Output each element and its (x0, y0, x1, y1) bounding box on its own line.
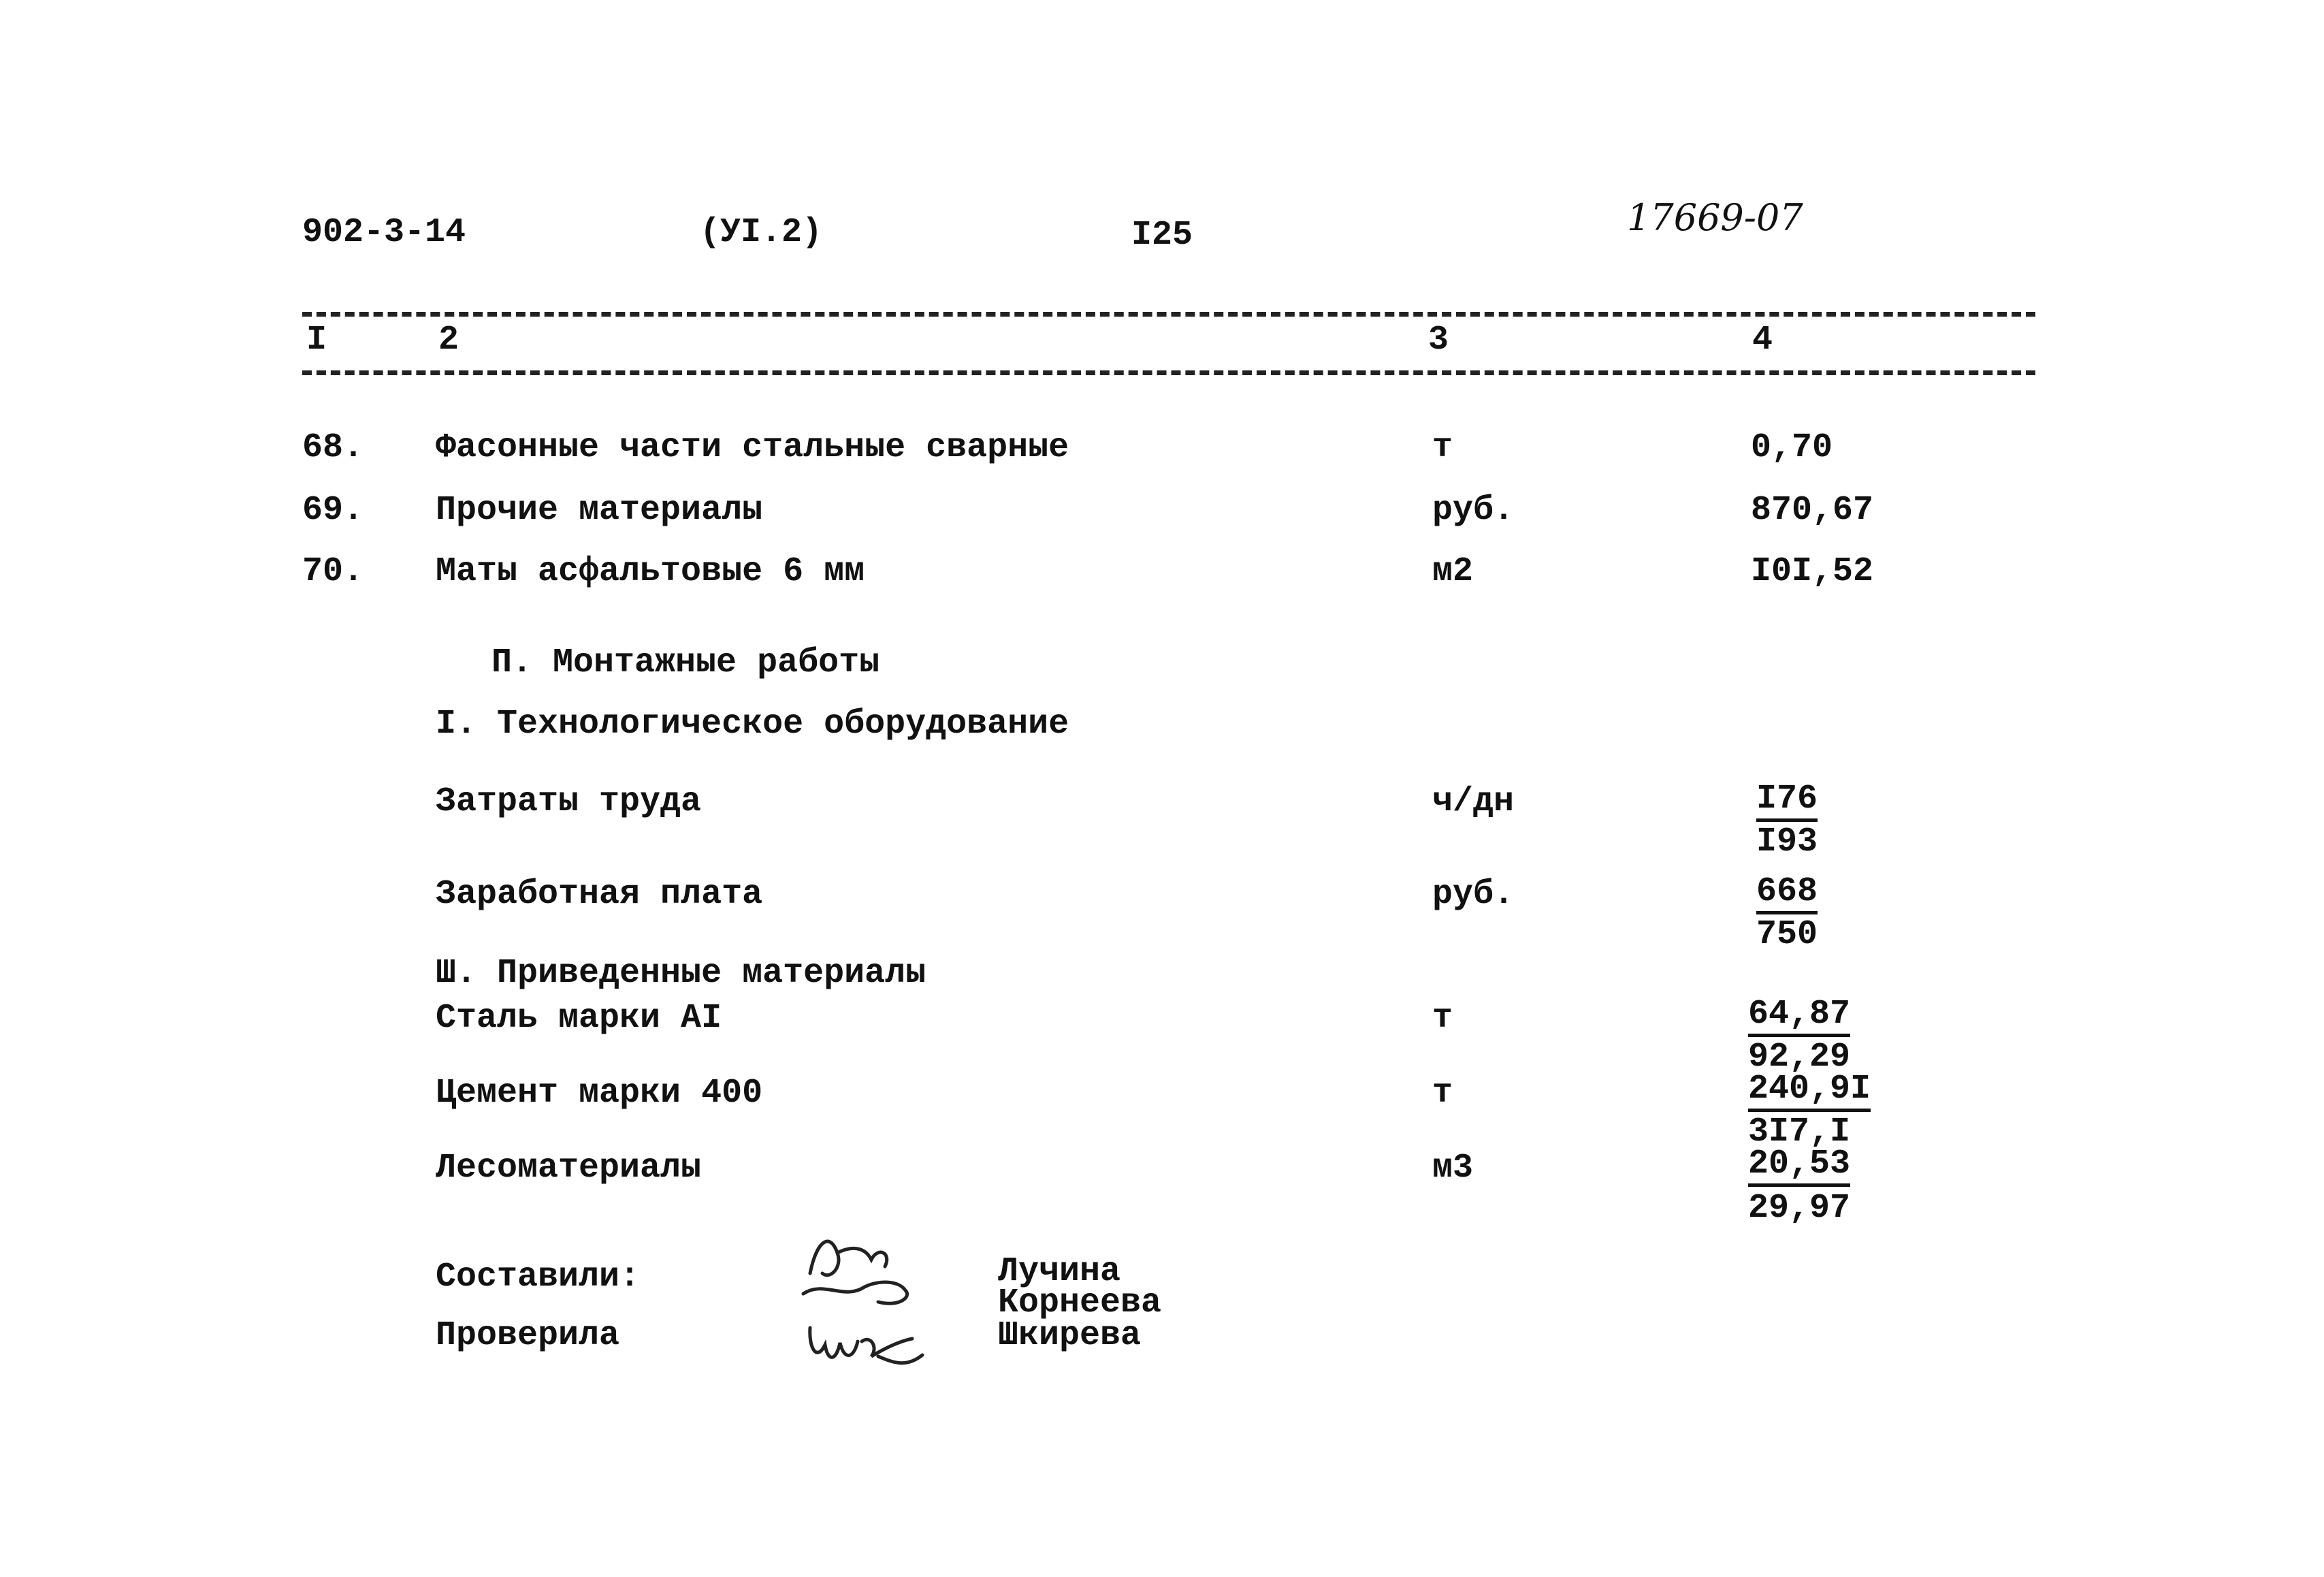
section-code: (УI.2) (700, 213, 823, 252)
row-unit: м3 (1432, 1149, 1474, 1188)
column-header-2: 2 (438, 321, 459, 360)
compiled-by-label: Составили: (436, 1258, 641, 1296)
row-value-fraction (1748, 994, 1850, 1078)
column-header-3: 3 (1428, 321, 1449, 360)
fraction-bottom: 750 (1756, 915, 1818, 954)
row-unit: ч/дн (1432, 782, 1515, 821)
row-number: 69. (302, 491, 364, 530)
row-name: Лесоматериалы (436, 1149, 702, 1188)
column-header-4: 4 (1752, 321, 1773, 360)
document-number: 17669-07 (1627, 196, 1803, 239)
handwritten-signature-checked (796, 1307, 933, 1382)
fraction-bottom: 92,29 (1748, 1038, 1851, 1077)
handwritten-signature-compiled (790, 1226, 926, 1321)
header-top-rule (302, 312, 2035, 317)
header-bottom-rule (302, 370, 2035, 375)
row-name: Заработная плата (436, 875, 763, 914)
row-number: 70. (302, 552, 364, 591)
checked-by-label: Проверила (436, 1316, 620, 1355)
signatory-name-2: Корнеева (998, 1284, 1162, 1322)
row-unit: руб. (1432, 875, 1515, 914)
fraction-top: 64,87 (1748, 995, 1850, 1037)
row-value-fraction (1756, 779, 1818, 863)
fraction-bottom: I93 (1756, 823, 1818, 861)
row-value-fraction (1748, 1069, 1871, 1153)
section-heading-equipment: I. Технологическое оборудование (436, 705, 1069, 744)
row-name: Цемент марки 400 (436, 1074, 763, 1113)
section-heading-materials: Ш. Приведенные материалы (436, 954, 926, 993)
row-name: Сталь марки АI (436, 999, 722, 1038)
row-name: Фасонные части стальные сварные (436, 428, 1069, 467)
fraction-top: 240,9I (1748, 1070, 1871, 1112)
row-unit: руб. (1432, 491, 1515, 530)
fraction-bottom: 29,97 (1748, 1189, 1851, 1228)
row-value-fraction (1756, 872, 1818, 955)
row-number: 68. (302, 428, 364, 467)
row-unit: м2 (1432, 552, 1474, 591)
document-code: 902-3-14 (302, 213, 466, 252)
row-unit: т (1432, 999, 1453, 1038)
fraction-top: 668 (1756, 873, 1818, 914)
column-header-1: I (306, 321, 327, 360)
fraction-top: I76 (1756, 780, 1818, 822)
page-number: I25 (1131, 216, 1193, 255)
row-value: I0I,52 (1751, 552, 1874, 591)
fraction-top: 20,53 (1748, 1145, 1850, 1187)
row-value: 0,70 (1751, 428, 1833, 467)
row-unit: т (1432, 1074, 1453, 1113)
signatory-name-3: Шкирева (998, 1316, 1142, 1355)
row-name: Маты асфальтовые 6 мм (436, 552, 865, 591)
row-unit: т (1432, 428, 1453, 467)
row-name: Прочие материалы (436, 491, 763, 530)
row-name: Затраты труда (436, 782, 702, 821)
row-value: 870,67 (1751, 491, 1874, 530)
fraction-bottom: 3I7,I (1748, 1113, 1851, 1151)
row-value-fraction (1748, 1144, 1850, 1230)
section-heading-installation: П. Монтажные работы (491, 643, 880, 682)
signatory-name-1: Лучина (998, 1252, 1121, 1291)
